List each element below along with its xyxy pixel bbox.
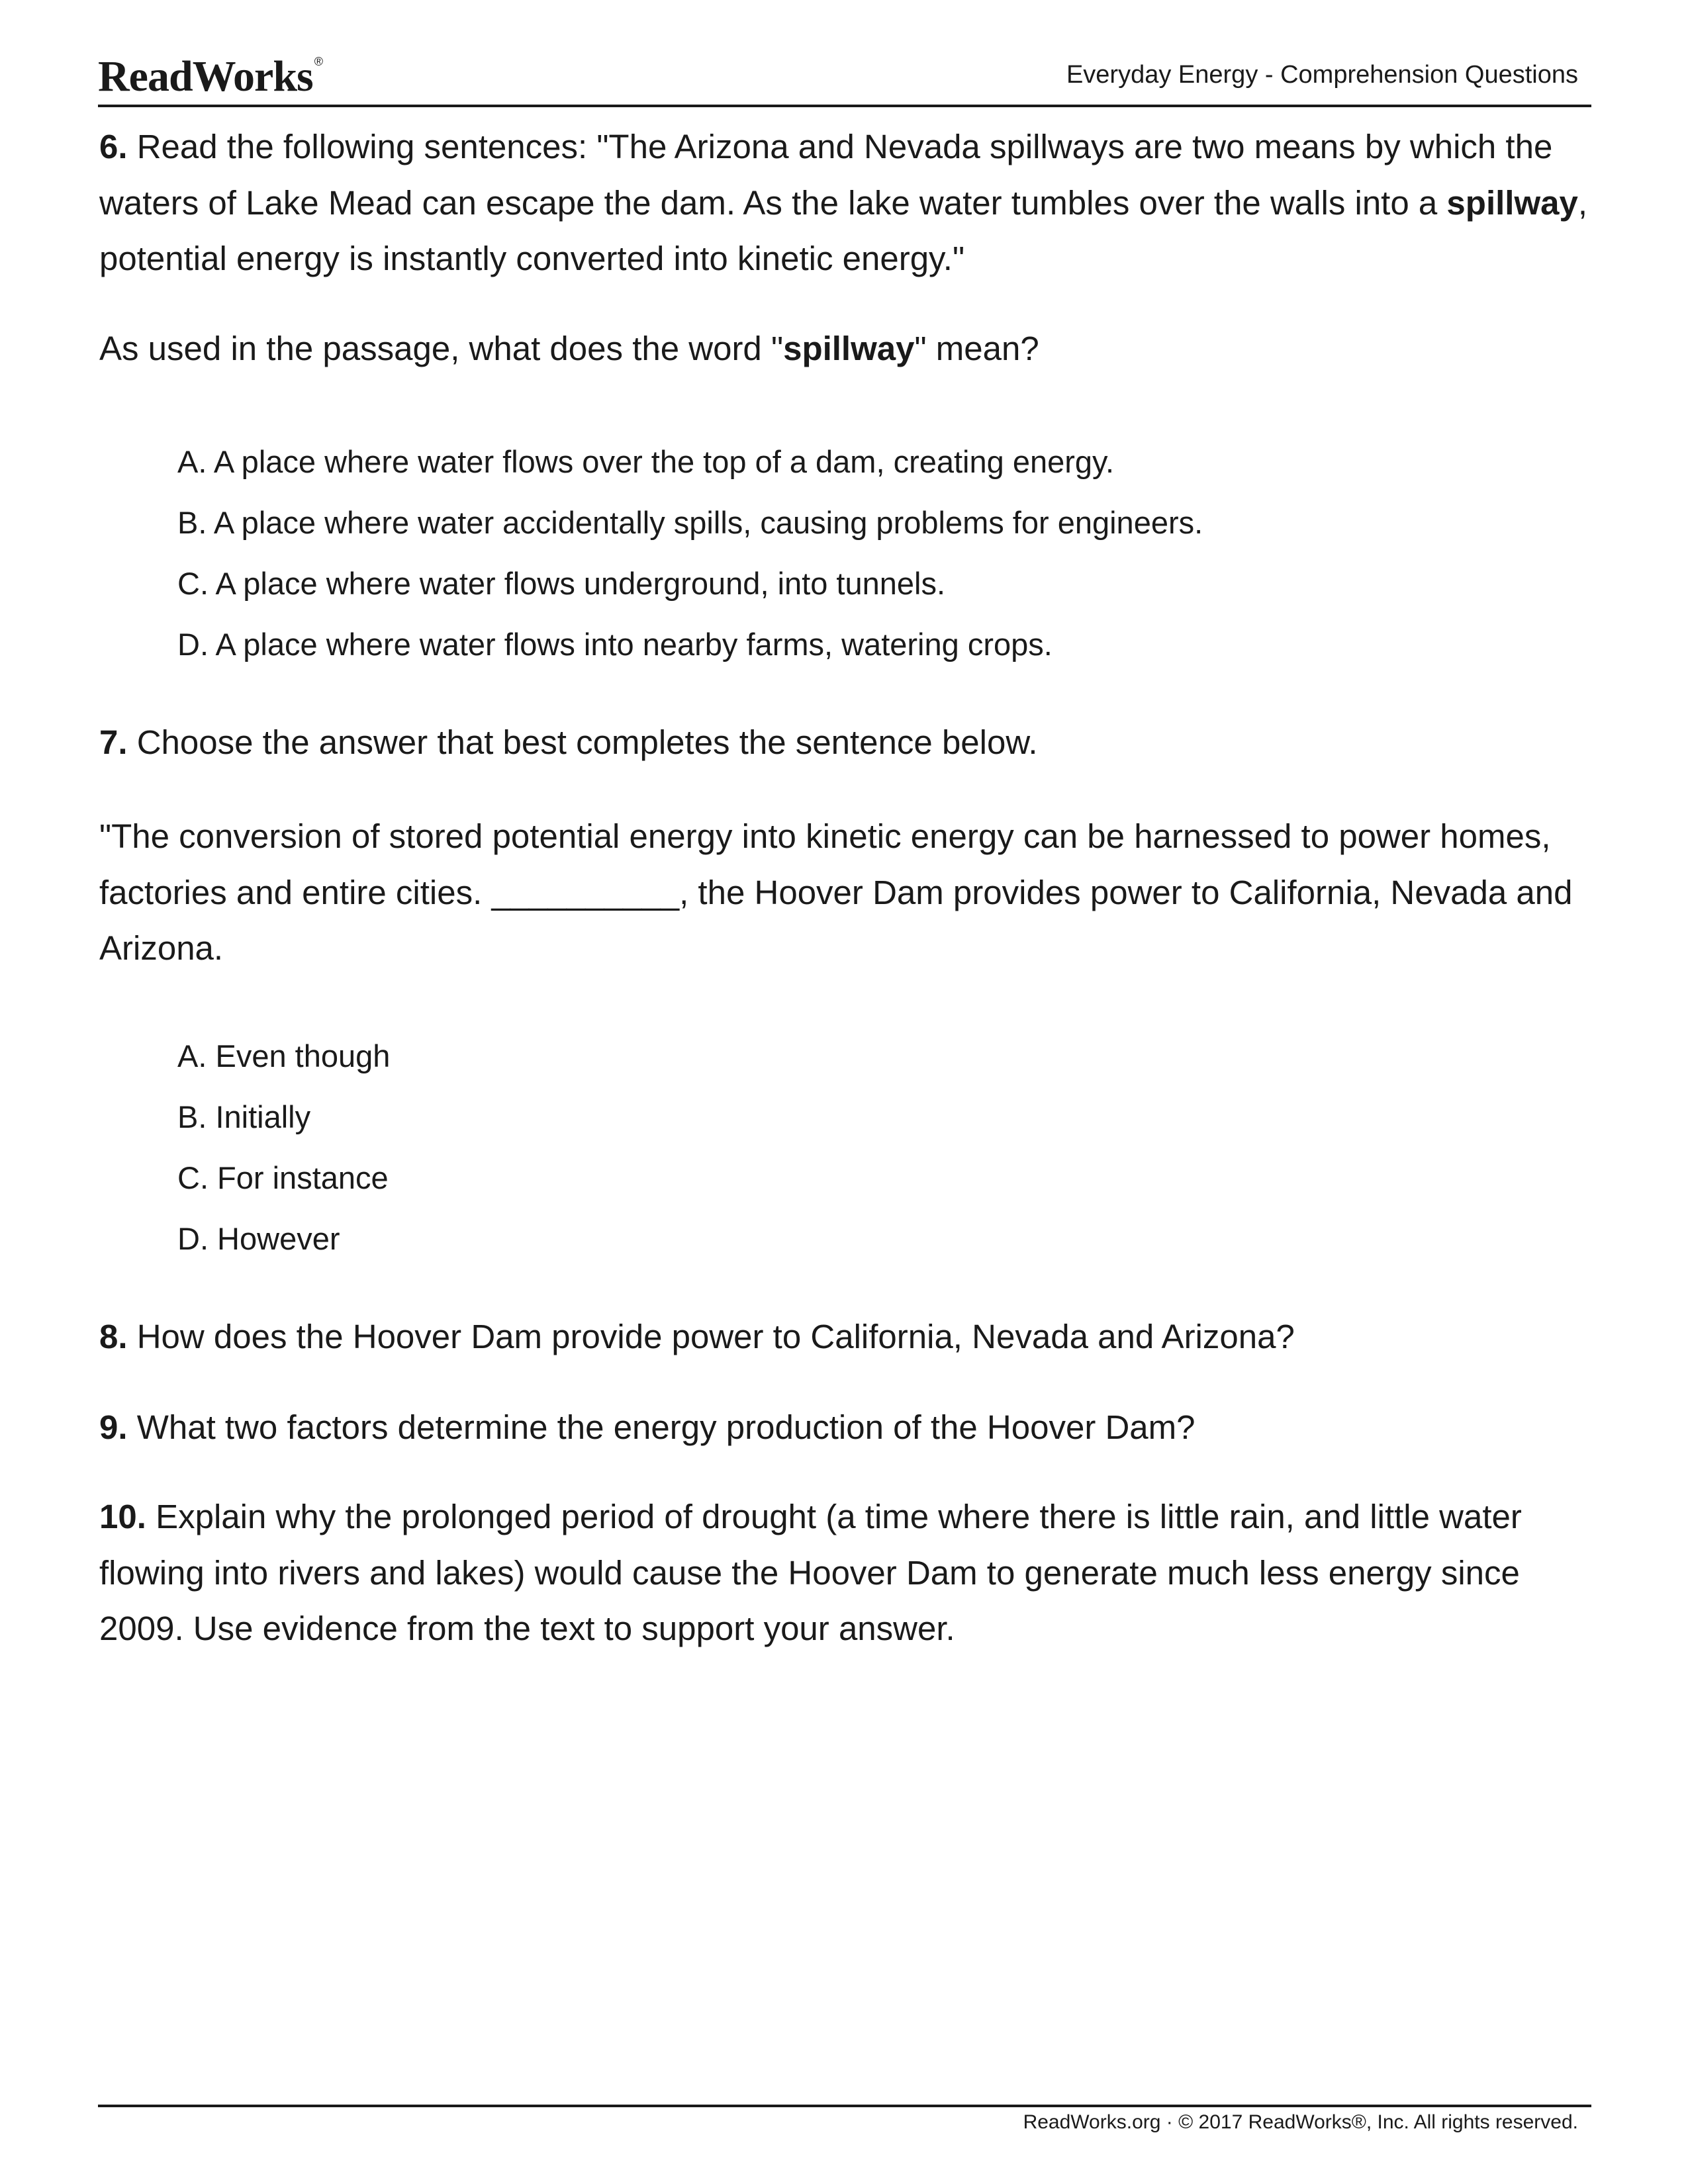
footer-copyright: ReadWorks.org · © 2017 ReadWorks®, Inc. All rights reserved. (1023, 2111, 1578, 2133)
header-title: Everyday Energy - Comprehension Questions (1066, 61, 1578, 89)
question-7-choice-a: A. Even though (177, 1038, 391, 1073)
question-10-text: Explain why the prolonged period of drought (a time where there is little rain, and little water flowing into rivers and lakes) would cause the Hoover Dam to generate much less energy since 2009. Use evidence from the text to support your answer. (99, 1498, 1522, 1647)
question-7-choices (177, 1026, 390, 1269)
question-6 (99, 119, 1589, 287)
question-7-choice-b: B. Initially (177, 1099, 311, 1134)
question-8-text: How does the Hoover Dam provide power to California, Nevada and Arizona? (127, 1318, 1295, 1355)
question-10 (99, 1489, 1589, 1657)
header-divider (98, 105, 1591, 107)
question-8 (99, 1309, 1589, 1365)
question-9-number: 9. (99, 1408, 128, 1446)
footer-divider (98, 2105, 1591, 2107)
question-7-choice-d: D. However (177, 1221, 340, 1256)
readworks-logo (98, 52, 322, 102)
question-7-choice-c: C. For instance (177, 1160, 389, 1195)
question-6-bold-word: spillway (1446, 183, 1578, 222)
question-6-choice-c: C. A place where water flows underground, into tunnels. (177, 566, 946, 601)
logo-text: ReadWorks (98, 52, 313, 101)
question-6-choice-d: D. A place where water flows into nearby farms, watering crops. (177, 627, 1053, 662)
question-6-number: 6. (99, 128, 128, 165)
question-9 (99, 1400, 1589, 1456)
question-6-choices (177, 432, 1203, 675)
question-6-prompt-bold: spillway (783, 330, 915, 367)
question-9-text: What two factors determine the energy production of the Hoover Dam? (127, 1408, 1196, 1446)
question-6-choice-a: A. A place where water flows over the top of a dam, creating energy. (177, 444, 1115, 479)
question-8-number: 8. (99, 1318, 128, 1355)
logo-registered-mark: ® (314, 55, 322, 68)
question-6-prompt-before: As used in the passage, what does the word " (99, 330, 784, 367)
question-7-number: 7. (99, 723, 128, 761)
question-7-text: Choose the answer that best completes the sentence below. (127, 723, 1038, 761)
question-7 (99, 715, 1589, 771)
question-7-quote: "The conversion of stored potential energy into kinetic energy can be harnessed to power homes, factories and entire cities. __________, the Hoover Dam provides power to California, Nevada and Arizona. (99, 817, 1573, 967)
question-6-prompt-after: " mean? (914, 330, 1039, 367)
question-10-number: 10. (99, 1498, 146, 1535)
question-6-prompt (99, 321, 1589, 377)
question-6-text-before: Read the following sentences: "The Arizona and Nevada spillways are two means by which the waters of Lake Mead can escape the dam. As the lake water tumbles over the walls into a (99, 128, 1553, 222)
question-6-choice-b: B. A place where water accidentally spills, causing problems for engineers. (177, 505, 1203, 540)
question-6-text-after: , potential energy is instantly converted into kinetic energy." (99, 183, 1588, 277)
